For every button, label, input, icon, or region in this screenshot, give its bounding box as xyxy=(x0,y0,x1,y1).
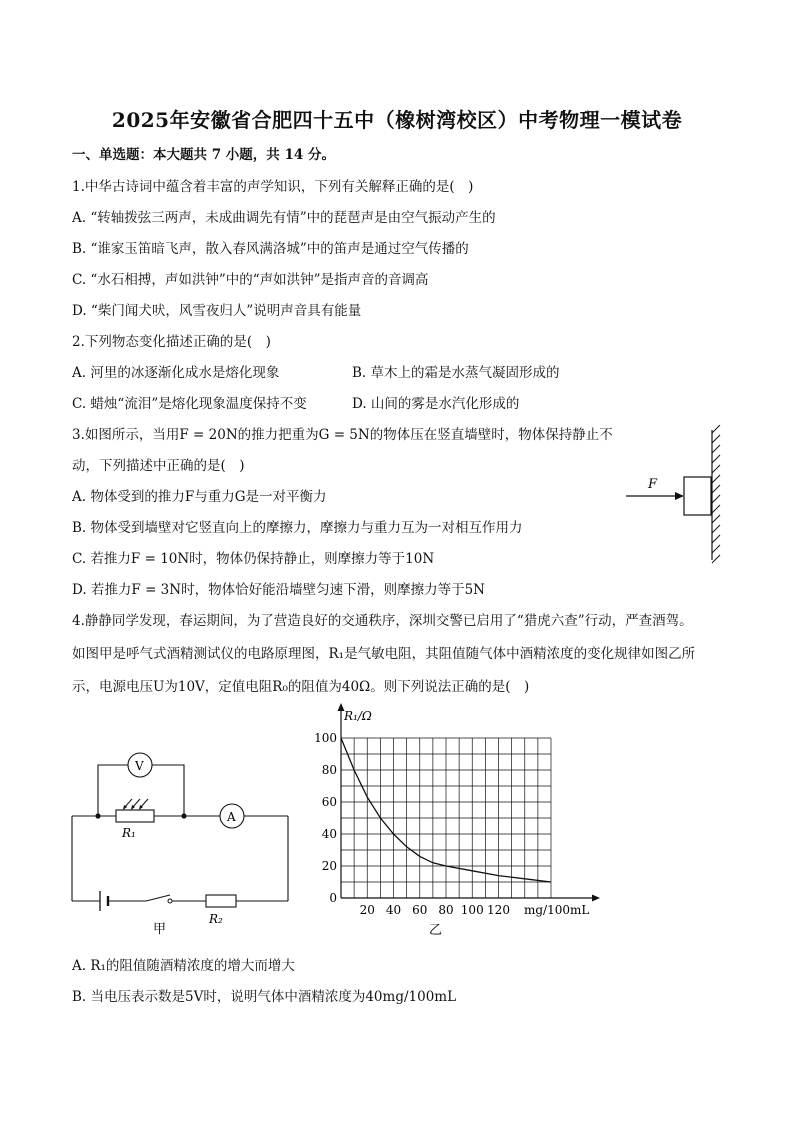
resistance-concentration-chart xyxy=(310,700,610,945)
r2-label: R₂ xyxy=(209,912,223,926)
wall-block-figure xyxy=(620,425,730,565)
x-tick-label: 120 xyxy=(487,903,510,917)
question-3-option-d: D. 若推力F = 3N时，物体恰好能沿墙壁匀速下滑，则摩擦力等于5N xyxy=(72,582,485,598)
question-4-option-b: B. 当电压表示数是5V时，说明气体中酒精浓度为40mg/100mL xyxy=(72,989,457,1005)
question-3-option-a: A. 物体受到的推力F与重力G是一对平衡力 xyxy=(72,489,327,505)
x-tick-label: 40 xyxy=(385,903,402,917)
x-axis-label: mg/100mL xyxy=(524,903,590,917)
y-tick-label: 80 xyxy=(321,763,337,777)
question-1-stem: 1.中华古诗词中蕴含着丰富的声学知识，下列有关解释正确的是( ) xyxy=(72,179,474,195)
section-heading: 一、单选题：本大题共 7 小题，共 14 分。 xyxy=(72,147,335,163)
question-1-option-a: A. “转轴拨弦三两声，未成曲调先有情”中的琵琶声是由空气振动产生的 xyxy=(72,210,496,226)
question-4-stem-line1: 4.静静同学发现，春运期间，为了营造良好的交通秩序，深圳交警已启用了“猎虎六查”行动，严查酒驾。 xyxy=(72,613,693,629)
ammeter-label: A xyxy=(227,810,236,824)
r2-resistor xyxy=(206,895,236,907)
r1-resistor xyxy=(116,810,154,822)
block xyxy=(684,477,711,515)
y-axis-label: R₁/Ω xyxy=(344,709,372,723)
question-3-stem-line1: 3.如图所示，当用F = 20N的推力把重为G = 5N的物体压在竖直墙壁时，物体保持静止不 xyxy=(72,427,613,443)
question-1-option-d: D. “柴门闻犬吠，风雪夜归人”说明声音具有能量 xyxy=(72,303,362,319)
x-axis-arrow xyxy=(592,895,600,902)
voltmeter-label: V xyxy=(135,759,144,773)
question-2-option-a: A. 河里的冰逐渐化成水是熔化现象 xyxy=(72,365,280,381)
chart-ticks xyxy=(314,731,510,917)
question-2-option-c: C. 蜡烛“流泪”是熔化现象温度保持不变 xyxy=(72,396,307,412)
chart-caption: 乙 xyxy=(429,923,443,938)
force-label: F xyxy=(648,477,658,492)
circuit-caption: 甲 xyxy=(153,922,167,937)
x-tick-label: 20 xyxy=(359,903,375,917)
chart-grid xyxy=(341,738,551,898)
page-title: 2025年安徽省合肥四十五中（橡树湾校区）中考物理一模试卷 xyxy=(111,108,683,132)
question-3-option-c: C. 若推力F = 10N时，物体仍保持静止，则摩擦力等于10N xyxy=(72,551,435,567)
question-2-option-d: D. 山间的雾是水汽化形成的 xyxy=(352,396,520,412)
y-tick-label: 0 xyxy=(329,891,337,905)
x-tick-label: 60 xyxy=(412,903,428,917)
question-2-stem: 2.下列物态变化描述正确的是( ) xyxy=(72,334,271,350)
r1-label: R₁ xyxy=(122,826,136,840)
question-2-option-b: B. 草木上的霜是水蒸气凝固形成的 xyxy=(352,365,560,381)
question-1-option-c: C. “水石相搏，声如洪钟”中的“声如洪钟”是指声音的音调高 xyxy=(72,272,429,288)
question-3-option-b: B. 物体受到墙壁对它竖直向上的摩擦力，摩擦力与重力互为一对相互作用力 xyxy=(72,520,523,536)
question-1-option-b: B. “谁家玉笛暗飞声，散入春风满洛城”中的笛声是通过空气传播的 xyxy=(72,241,469,257)
question-4-option-a: A. R₁的阻值随酒精浓度的增大而增大 xyxy=(72,958,295,974)
y-tick-label: 100 xyxy=(314,731,337,745)
question-4-stem-line2: 如图甲是呼气式酒精测试仪的电路原理图，R₁是气敏电阻，其阻值随气体中酒精浓度的变化规律如图乙所 xyxy=(72,646,696,662)
y-tick-label: 20 xyxy=(321,859,337,873)
y-tick-label: 40 xyxy=(321,827,337,841)
y-tick-label: 60 xyxy=(321,795,337,809)
x-tick-label: 80 xyxy=(438,903,454,917)
x-tick-label: 100 xyxy=(460,903,484,917)
circuit-diagram xyxy=(66,745,296,940)
question-3-stem-line2: 动，下列描述中正确的是( ) xyxy=(72,458,245,474)
question-4-stem-line3: 示，电源电压U为10V，定值电阻R₀的阻值为40Ω。则下列说法正确的是( ) xyxy=(72,679,530,695)
